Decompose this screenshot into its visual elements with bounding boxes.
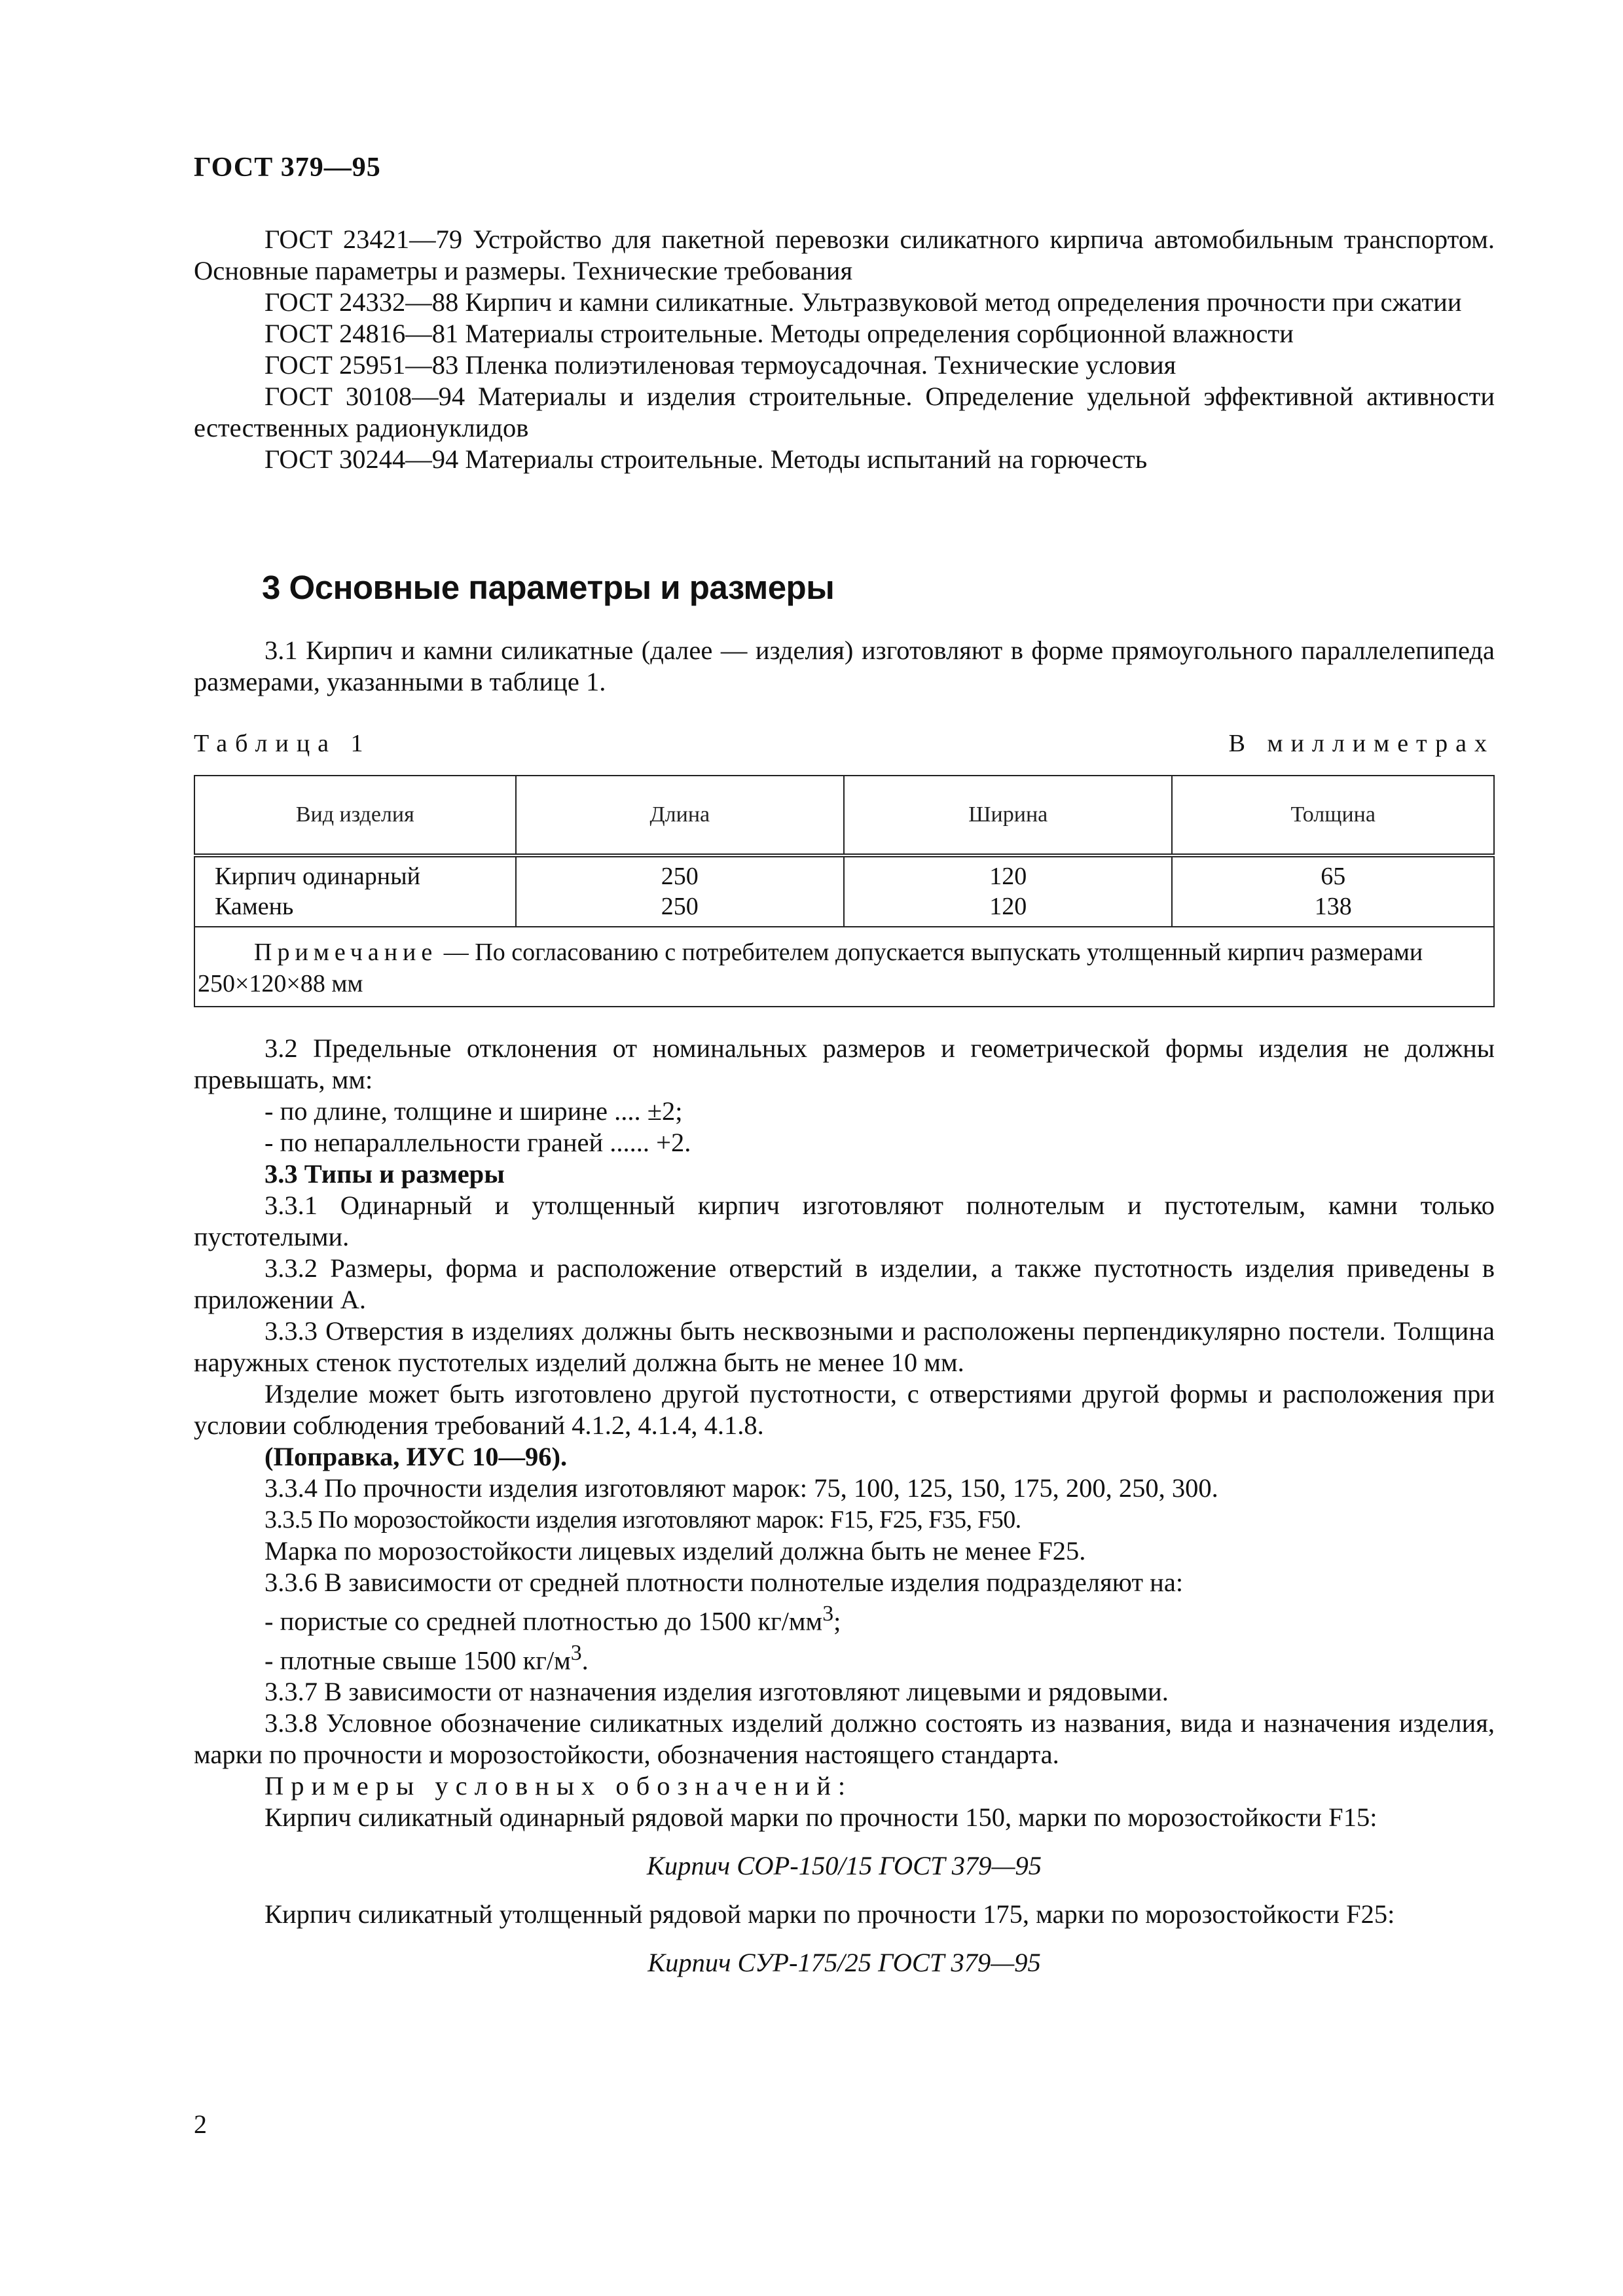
product-type-cell [194, 855, 516, 927]
list-item-punct: ; [833, 1606, 841, 1636]
paragraph-3-3-5-continued: Марка по морозостойкости лицевых изделий должна быть не менее F25. [264, 1536, 1086, 1566]
example-2-designation: Кирпич СУР-175/25 ГОСТ 379—95 [647, 1948, 1041, 1977]
section-title: 3 Основные параметры и размеры [262, 569, 835, 606]
reference-item: ГОСТ 24332—88 Кирпич и камни силикатные. Ультразвуковой метод определения прочности при сжатии [264, 287, 1462, 317]
example-1-description: Кирпич силикатный одинарный рядовой марки по прочности 150, марки по морозостойкости F15: [264, 1803, 1377, 1832]
superscript: 3 [570, 1640, 582, 1665]
paragraph-3-2: 3.2 Предельные отклонения от номинальных размеров и геометрической формы изделия не должны превышать, мм: [194, 1033, 1495, 1094]
intro-paragraph-block [194, 635, 1495, 698]
paragraph-3-3-7: 3.3.7 В зависимости от назначения изделия изготовляют лицевыми и рядовыми. [264, 1677, 1169, 1706]
reference-item: ГОСТ 30244—94 Материалы строительные. Методы испытаний на горючесть [264, 444, 1148, 474]
table-header-cell: Толщина [1172, 776, 1494, 855]
table-cell: 138 [1314, 893, 1352, 920]
superscript: 3 [822, 1602, 834, 1626]
table-note [194, 927, 1494, 1007]
table-header-cell: Длина [516, 776, 844, 855]
table-cell: 120 [989, 893, 1027, 920]
table-caption-row [194, 729, 1495, 758]
list-item: - по длине, толщине и ширине .... ±2; [264, 1096, 683, 1126]
paragraph-3-3-5: 3.3.5 По морозостойкости изделия изготовляют марок: F15, F25, F35, F50. [264, 1506, 1021, 1534]
reference-item: ГОСТ 30108—94 Материалы и изделия строительные. Определение удельной эффективной активности естественных радионуклидов [194, 382, 1495, 442]
amendment-note: (Поправка, ИУС 10—96). [264, 1442, 568, 1471]
table-note-row [194, 927, 1494, 1007]
length-cell [516, 855, 844, 927]
example-2-description: Кирпич силикатный утолщенный рядовой марки по прочности 175, марки по морозостойкости F25: [264, 1899, 1395, 1929]
page-number: 2 [194, 2109, 207, 2139]
table-body-row [194, 855, 1494, 927]
table-cell: 65 [1321, 863, 1346, 890]
paragraph-3-3-8: 3.3.8 Условное обозначение силикатных изделий должно состоять из названия, вида и назначения изделия, марки по прочности и морозостойкости, обозначения настоящего стандарта. [194, 1708, 1495, 1769]
paragraph-3-1: 3.1 Кирпич и камни силикатные (далее — изделия) изготовляют в форме прямоугольного параллелепипеда размерами, указанными в таблице 1. [194, 636, 1495, 696]
example-1-designation: Кирпич СОР-150/15 ГОСТ 379—95 [646, 1851, 1042, 1880]
width-cell [844, 855, 1172, 927]
table-header-cell: Ширина [844, 776, 1172, 855]
list-item: - по непараллельности граней ...... +2. [264, 1128, 691, 1157]
paragraph-3-3-2: 3.3.2 Размеры, форма и расположение отверстий в изделии, а также пустотность изделия приведены в приложении А. [194, 1253, 1495, 1314]
paragraph-3-3-1: 3.3.1 Одинарный и утолщенный кирпич изготовляют полнотелым и пустотелым, камни только пустотелыми. [194, 1191, 1495, 1251]
list-item [194, 1598, 1495, 1638]
reference-item: ГОСТ 25951—83 Пленка полиэтиленовая термоусадочная. Технические условия [264, 350, 1176, 380]
thickness-cell [1172, 855, 1494, 927]
paragraph-3-3-6: 3.3.6 В зависимости от средней плотности полнотелые изделия подразделяют на: [264, 1568, 1184, 1597]
table-header-row [194, 776, 1494, 855]
normative-references-list [194, 224, 1495, 475]
note-text: — По согласованию с потребителем допускается выпускать утолщенный кирпич размерами 250×120×88 мм [198, 939, 1423, 997]
main-text-block [194, 1033, 1495, 1979]
note-label: Примечание [254, 939, 438, 966]
paragraph-3-3-3: 3.3.3 Отверстия в изделиях должны быть несквозными и расположены перпендикулярно постели. Толщина наружных стенок пустотелых изделий должна быть не менее 10 мм. [194, 1316, 1495, 1377]
subsection-heading-3-3: 3.3 Типы и размеры [264, 1159, 505, 1189]
table-cell: 250 [661, 863, 699, 890]
paragraph-3-3-3-continued: Изделие может быть изготовлено другой пустотности, с отверстиями другой формы и расположения при условии соблюдения требований 4.1.2, 4.1.4, 4.1.8. [194, 1379, 1495, 1440]
list-item [194, 1638, 1495, 1677]
table-cell: 120 [989, 863, 1027, 890]
table-cell: 250 [661, 893, 699, 920]
table-header-cell: Вид изделия [194, 776, 516, 855]
table-cell: Камень [215, 893, 294, 920]
table-units: В миллиметрах [1228, 730, 1495, 757]
dimensions-table [194, 775, 1495, 1007]
reference-item: ГОСТ 23421—79 Устройство для пакетной перевозки силикатного кирпича автомобильным транспортом. Основные параметры и размеры. Технические требования [194, 224, 1495, 285]
list-item-punct: . [581, 1645, 589, 1675]
reference-item: ГОСТ 24816—81 Материалы строительные. Методы определения сорбционной влажности [264, 319, 1294, 348]
table-cell: Кирпич одинарный [215, 863, 420, 890]
examples-label: Примеры условных обозначений: [264, 1771, 853, 1801]
list-item-text: - плотные свыше 1500 кг/м [264, 1645, 571, 1675]
page-header-doc-code: ГОСТ 379—95 [194, 152, 381, 183]
table-caption: Таблица 1 [194, 730, 371, 757]
paragraph-3-3-4: 3.3.4 По прочности изделия изготовляют марок: 75, 100, 125, 150, 175, 200, 250, 300. [264, 1473, 1218, 1503]
list-item-text: - пористые со средней плотностью до 1500 кг/мм [264, 1606, 823, 1636]
